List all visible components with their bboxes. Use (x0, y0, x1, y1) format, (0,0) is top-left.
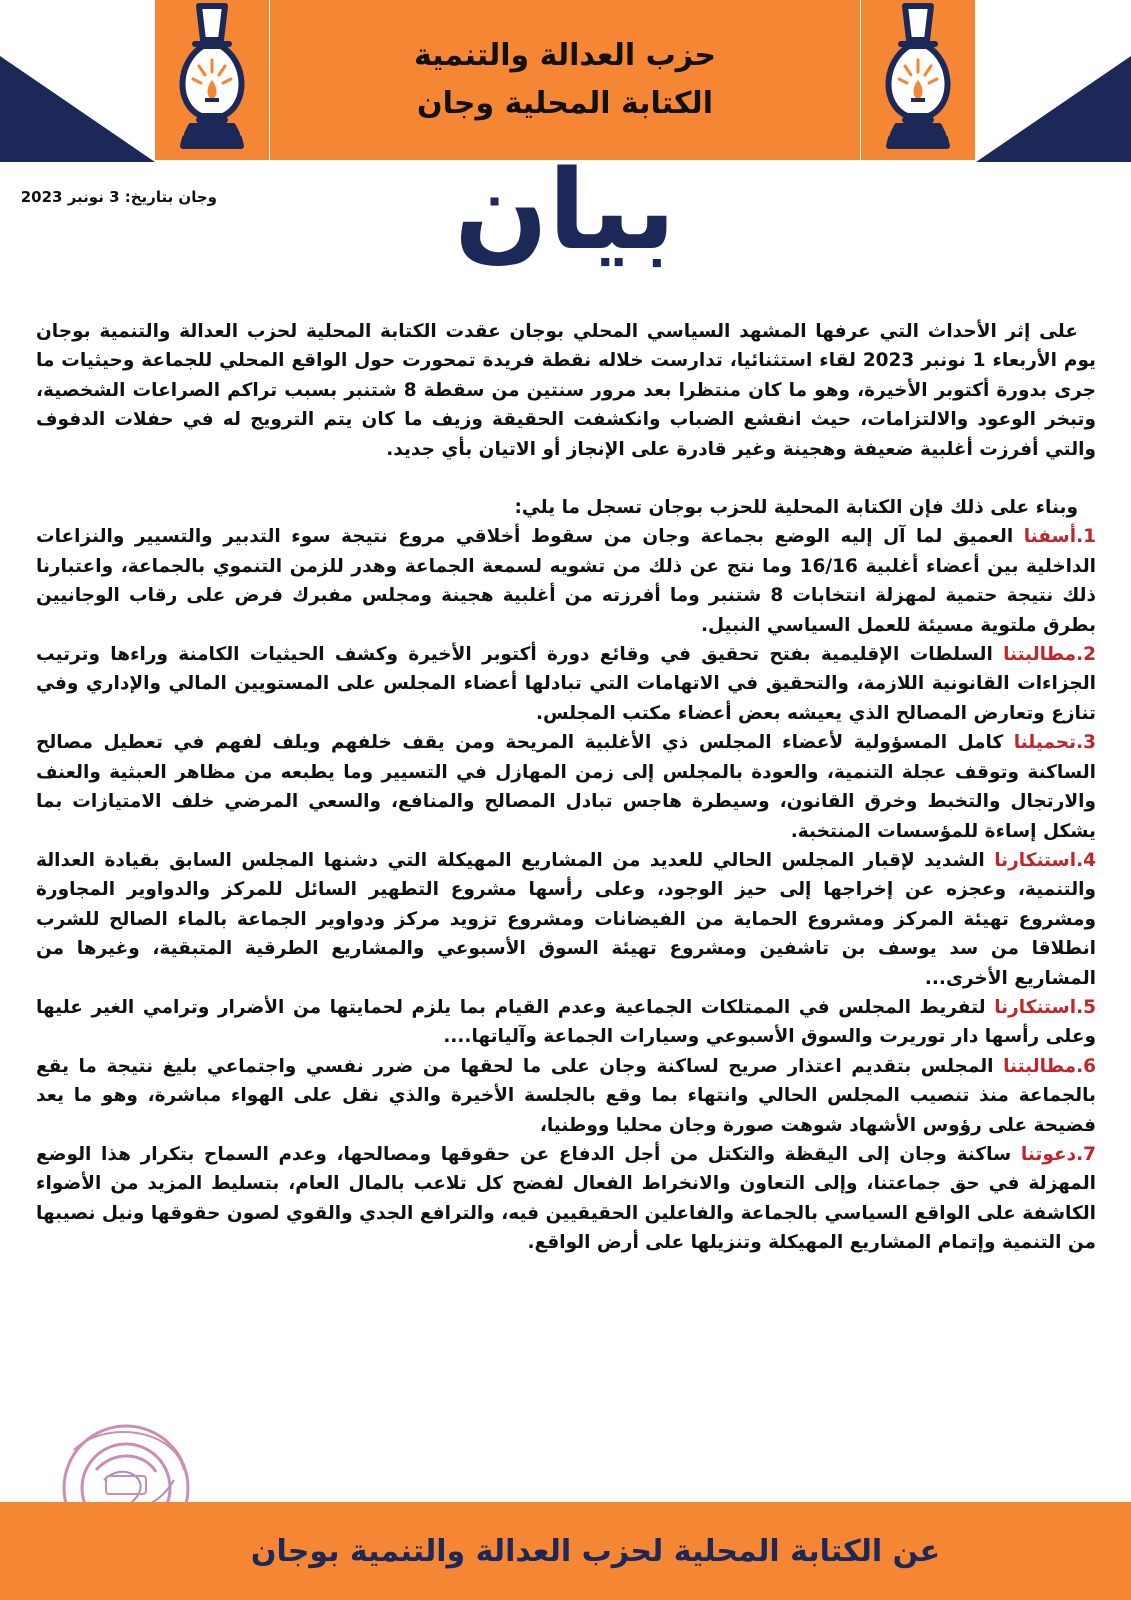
item-number: 3. (1076, 732, 1096, 754)
office-name: الكتابة المحلية وجان (417, 86, 713, 121)
item-number: 7. (1076, 1143, 1096, 1165)
lantern-icon (861, 0, 975, 160)
lantern-icon (155, 0, 269, 160)
list-item (36, 993, 1096, 1052)
item-text: العميق لما آل إليه الوضع بجماعة وجان من سقوط أخلاقي مروع نتيجة سوء التدبير والتسيير والنزاعات الداخلية بين أعضاء أغلبية 16/16 وما نتج عن ذلك من تشويه لسمعة الجماعة وهدر للزمن التنموي بالجماعة، واعتبارنا ذلك نتيجة حتمية لمهزلة انتخابات 8 شتنبر وما أفرزته من أغلبية هجينة ومجلس مفبرك فرض على رقاب الوجانيين بطرق ملتوية مسيئة للعمل السياسي النبيل. (36, 526, 1096, 636)
list-item (36, 728, 1096, 846)
item-number: 2. (1076, 644, 1096, 666)
item-number: 4. (1076, 849, 1096, 871)
list-item (36, 1140, 1096, 1258)
item-keyword: تحميلنا (1013, 732, 1077, 754)
header-title-panel (270, 0, 860, 160)
corner-triangle-right (976, 56, 1131, 162)
item-keyword: دعوتنا (1020, 1143, 1077, 1165)
header (0, 0, 1131, 160)
intro-paragraph: على إثر الأحداث التي عرفها المشهد السياسي المحلي بوجان عقدت الكتابة المحلية لحزب العدالة والتنمية بوجان يوم الأربعاء 1 نونبر 2023 لقاء استثنائيا، تدارست خلاله نقطة فريدة تمحورت حول الواقع المحلي للجماعة وحيثيات ما جرى بدورة أكتوبر الأخيرة، وهو ما كان منتظرا بعد مرور سنتين من سقطة 8 شتنبر بسبب تراكم الصراعات الشخصية، وتبخر الوعود والالتزامات، حيث انقشع الضباب وانكشفت الحقيقة وزيف ما كان يتم الترويج له في حفلات الدفوف والتي أفرزت أغلبية ضعيفة وهجينة وغير قادرة على الإنجاز أو الاتيان بأي جديد. (36, 321, 1097, 460)
item-text: المجلس بتقديم اعتذار صريح لساكنة وجان على ما لحقها من ضرر نفسي واجتماعي بليغ نتيجة ما يقع بالجماعة منذ تنصيب المجلس الحالي وانتهاء بما وقع بالجلسة الأخيرة والذي نقل على الهواء مباشرة، وهو ما يعد فضيحة على رؤوس الأشهاد شوهت صورة وجان محليا ووطنيا، (36, 1055, 1096, 1136)
item-keyword: مطالبتنا (1003, 644, 1077, 666)
item-keyword: أسفنا (1023, 526, 1077, 548)
item-keyword: مطالبتنا (1003, 1055, 1077, 1077)
logo-panel-right (861, 0, 975, 160)
list-item (36, 1052, 1096, 1140)
date-line: وجان بتاريخ: 3 نونبر 2023 (20, 188, 217, 206)
document-title-text: بيان (454, 160, 676, 274)
item-text: ساكنة وجان إلى اليقظة والتكتل من أجل الدفاع عن حقوقها ومصالحها، وعدم السماح بتكرار هذا الوضع المهزلة في حق جماعتنا، وإلى التعاون والانخراط الفعال لفضح كل تلاعب بالمال العام، بتسليط المزيد من الأضواء الكاشفة على الواقع السياسي بالجماعة والفاعلين الحقيقيين فيه، والترافع الجدي والقوي لصون حقوقها ونيل نصيبها من التنمية وإتمام المشاريع المهيكلة وتنزيلها على أرض الواقع. (36, 1143, 1096, 1254)
item-number: 6. (1076, 1055, 1096, 1077)
item-keyword: استنكارنا (994, 849, 1077, 871)
item-number: 1. (1076, 526, 1096, 548)
document-title (390, 160, 740, 290)
item-keyword: استنكارنا (994, 996, 1077, 1018)
list-item (36, 846, 1096, 993)
item-text: الشديد لإقبار المجلس الحالي للعديد من المشاريع المهيكلة التي دشنها المجلس السابق بقيادة العدالة والتنمية، وعجزه عن إخراجها إلى حيز الوجود، وعلى رأسها مشروع التطهير السائل للمركز والدواوير المجاورة ومشروع تهيئة المركز ومشروع الحماية من الفيضانات ومشروع تزويد مركز ودواوير الجماعة بالماء الصالح للشرب انطلاقا من سد يوسف بن تاشفين ومشروع تهيئة السوق الأسبوعي والمشاريع الطرقية المتبقية، وغيرها من المشاريع الأخرى... (36, 849, 1096, 989)
lead-sentence: وبناء على ذلك فإن الكتابة المحلية للحزب بوجان تسجل ما يلي: (514, 497, 1078, 519)
item-text: كامل المسؤولية لأعضاء المجلس ذي الأغلبية المريحة ومن يقف خلفهم ويلف لفهم في تعطيل مصالح الساكنة وتوقف عجلة التنمية، والعودة بالمجلس إلى زمن المهازل في التسيير وما يطبعه من مظاهر العبثية والعنف والارتجال والتخبط وخرق القانون، وسيطرة هاجس تبادل المصالح والمنافع، والسعي المرضي خلف الامتيازات بما يشكل إساءة للمؤسسات المنتخبة. (36, 732, 1096, 842)
list-item (36, 640, 1096, 728)
logo-panel-left (155, 0, 269, 160)
party-name: حزب العدالة والتنمية (413, 38, 717, 73)
list-item (36, 522, 1096, 640)
item-number: 5. (1076, 996, 1096, 1018)
corner-triangle-left (0, 56, 155, 162)
item-text: السلطات الإقليمية بفتح تحقيق في وقائع دورة أكتوبر الأخيرة وكشف الحيثيات الكامنة وراءها وترتيب الجزاءات القانونية اللازمة، والتحقيق في الاتهامات التي تبادلها أعضاء المجلس على المستويين المالي والإداري وفي تنازع وتعارض المصالح الذي يعيشه بعض أعضاء مكتب المجلس. (36, 644, 1096, 724)
item-text: لتفريط المجلس في الممتلكات الجماعية وعدم القيام بما يلزم لحمايتها من الأضرار وترامي الغير عليها وعلى رأسها دار توريرت والسوق الأسبوعي وسيارات الجماعة وآلياتها.... (36, 996, 1096, 1048)
footer-band (0, 1502, 1131, 1600)
statement-body (36, 317, 1096, 1258)
footer-signature: عن الكتابة المحلية لحزب العدالة والتنمية بوجان (250, 1533, 941, 1569)
